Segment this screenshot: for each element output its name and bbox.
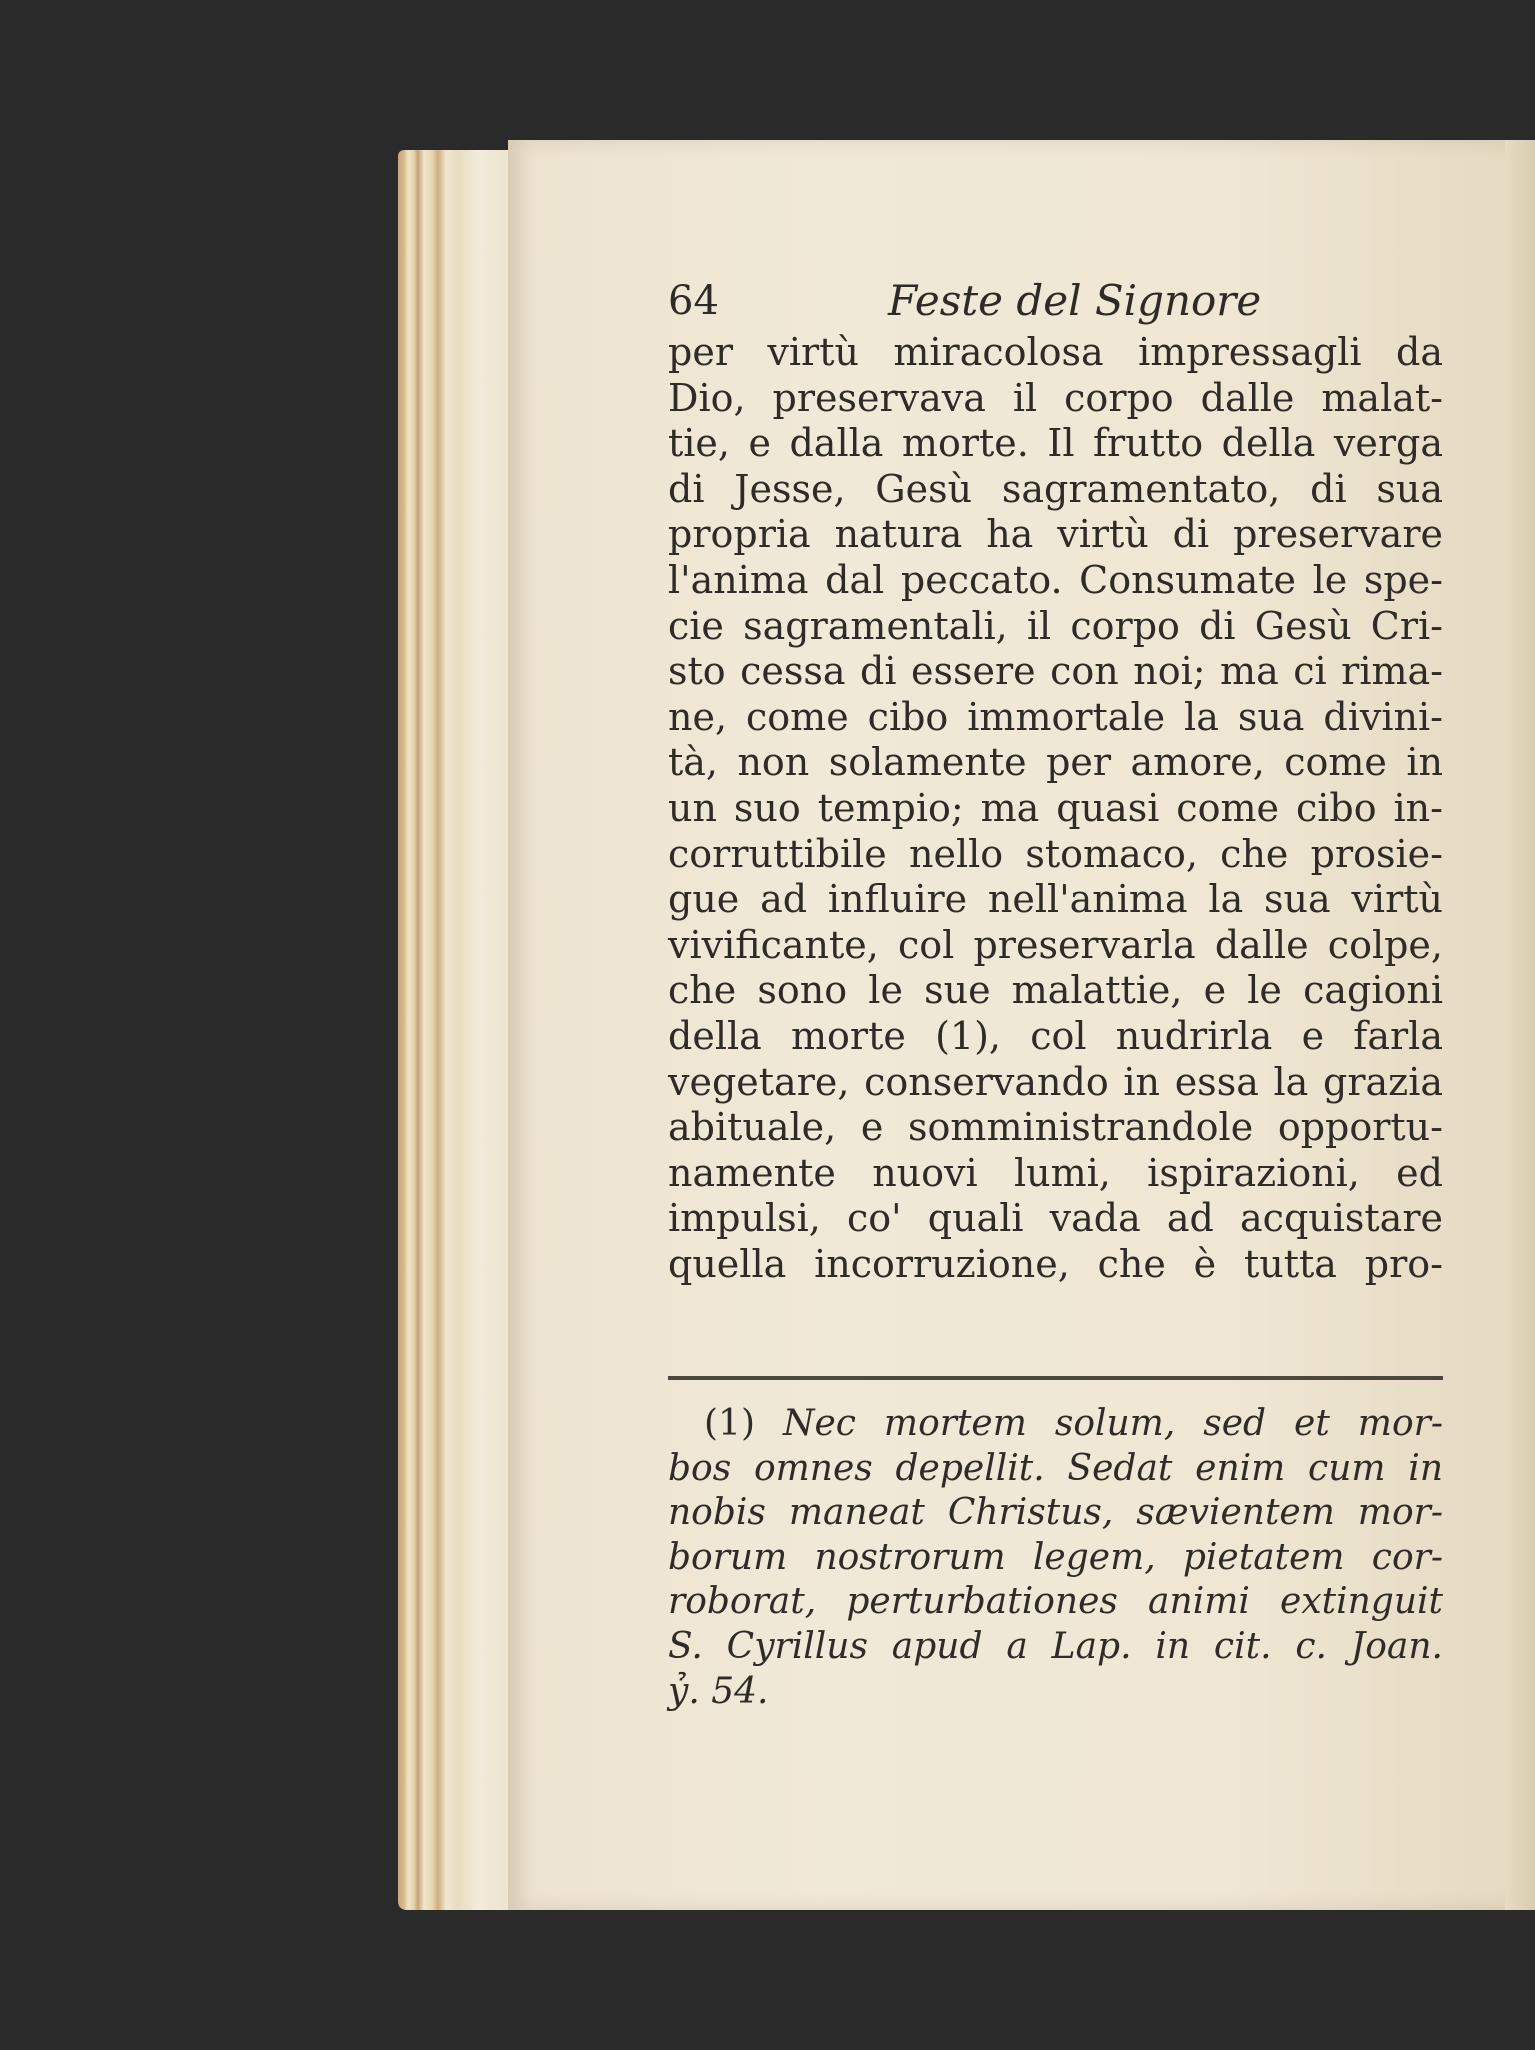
text-line: cie sagramentali, il corpo di Gesù Cri- — [668, 603, 1443, 648]
footnote-line-text: Nec mortem solum, sed et mor- — [782, 1403, 1443, 1444]
text-line: sto cessa di essere con noi; ma ci rima- — [668, 649, 1443, 694]
footnote-line: nobis maneat Christus, sævientem mor- — [668, 1492, 1443, 1534]
page-number: 64 — [668, 278, 719, 324]
footnote-marker: (1) — [704, 1403, 755, 1444]
text-line: tà, non solamente per amore, come in — [668, 740, 1443, 785]
text-line: vegetare, conservando in essa la grazia — [668, 1059, 1443, 1104]
footnote-line — [668, 1402, 1443, 1447]
text-line: vivificante, col preservarla dalle colpe, — [668, 922, 1443, 967]
footnote-line: roborat, perturbationes animi extinguit — [668, 1581, 1443, 1623]
footnote-line: bos omnes depellit. Sedat enim cum in — [668, 1447, 1443, 1489]
text-line: tie, e dalla morte. Il frutto della verga — [668, 421, 1443, 466]
page-gutter-edge — [1505, 140, 1535, 1910]
text-line: Dio, preservava il corpo dalle malat- — [668, 375, 1443, 420]
text-line: propria natura ha virtù di preservare — [668, 512, 1443, 557]
text-line: corruttibile nello stomaco, che prosie- — [668, 831, 1443, 876]
text-line: gue ad influire nell'anima la sua virtù — [668, 877, 1443, 922]
running-title: Feste del Signore — [888, 276, 1262, 325]
text-line: per virtù miracolosa impressagli da — [668, 330, 1443, 374]
footnote-divider — [668, 1376, 1443, 1380]
text-line: abituale, e somministrandole opportu- — [668, 1105, 1443, 1150]
footnote-line: S. Cyrillus apud a Lap. in cit. c. Joan. — [668, 1625, 1443, 1667]
text-line: un suo tempio; ma quasi come cibo in- — [668, 785, 1443, 830]
page-block-edges — [398, 150, 518, 1910]
text-line: della morte (1), col nudrirla e farla — [668, 1013, 1443, 1058]
main-text — [668, 330, 1443, 1287]
footnote-line: borum nostrorum legem, pietatem cor- — [668, 1536, 1443, 1578]
text-line: impulsi, co' quali vada ad acquistare — [668, 1196, 1443, 1241]
text-line: che sono le sue malattie, e le cagioni — [668, 968, 1443, 1013]
text-line: l'anima dal peccato. Consumate le spe- — [668, 557, 1443, 602]
footnote-line: ỷ. 54. — [668, 1670, 769, 1712]
text-line: quella incorruzione, che è tutta pro- — [668, 1241, 1443, 1286]
text-line: ne, come cibo immortale la sua divini- — [668, 694, 1443, 739]
text-line: di Jesse, Gesù sagramentato, di sua — [668, 466, 1443, 511]
footnote — [668, 1402, 1443, 1714]
text-line: namente nuovi lumi, ispirazioni, ed — [668, 1150, 1443, 1195]
